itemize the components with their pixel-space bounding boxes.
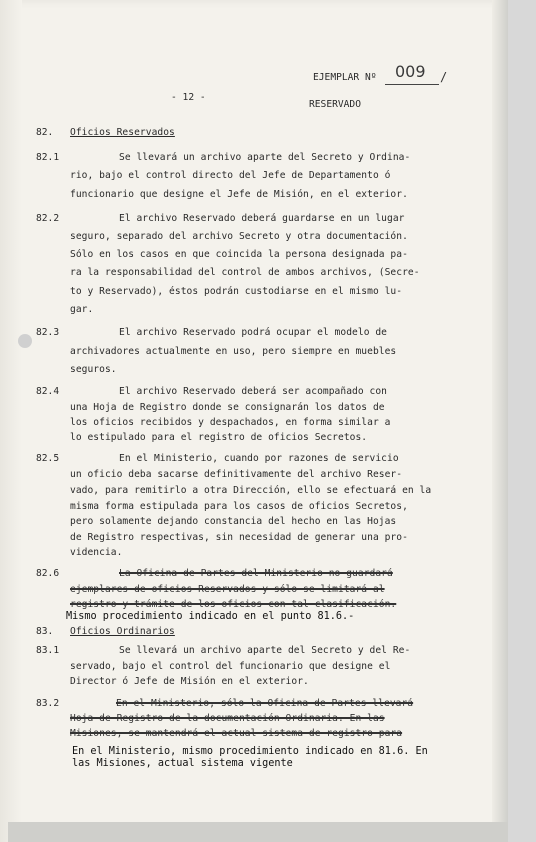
paragraph-line: servado, bajo el control del funcionario que designe el bbox=[70, 661, 391, 672]
paragraph-number: 83.1 bbox=[36, 645, 60, 656]
paragraph-number: 83.2 bbox=[36, 698, 60, 709]
paragraph-line: misma forma estipulada para los casos de oficios Secretos, bbox=[70, 501, 408, 512]
paragraph-number: 82.5 bbox=[36, 453, 60, 464]
page-left-edge bbox=[0, 0, 22, 842]
paragraph-line: El archivo Reservado deberá guardarse en un lugar bbox=[119, 213, 405, 224]
paragraph-number: 82.4 bbox=[36, 386, 60, 397]
ejemplar-underline bbox=[385, 84, 439, 85]
section-number: 82. bbox=[36, 127, 54, 138]
paragraph-line: ra la responsabilidad del control de ambos archivos, (Secre- bbox=[70, 267, 420, 278]
paragraph-line: to y Reservado), éstos podrán custodiarse en el mismo lu- bbox=[70, 286, 403, 297]
struck-line: registro y trámite de los oficios con tal clasificación. bbox=[70, 599, 397, 610]
paragraph-line: Se llevará un archivo aparte del Secreto y Ordina- bbox=[119, 152, 411, 163]
struck-line: Misiones, se mantendrá el actual sistema de registro para bbox=[70, 728, 403, 739]
paragraph-line: vado, para remitirlo a otra Dirección, ello se efectuará en la bbox=[70, 485, 432, 496]
paragraph-number: 82.6 bbox=[36, 568, 60, 579]
paragraph-line: archivadores actualmente en uso, pero siempre en muebles bbox=[70, 346, 397, 357]
struck-line: ejemplares de oficios Reservados y sólo se limitará al bbox=[70, 584, 385, 595]
scan-bottom-band bbox=[8, 822, 508, 842]
paragraph-line: funcionario que designe el Jefe de Misión, en el exterior. bbox=[70, 189, 408, 200]
struck-line: Hoja de Registro de la documentación Ordinaria. En las bbox=[70, 713, 385, 724]
paragraph-line: los oficios recibidos y despachados, en forma similar a bbox=[70, 417, 391, 428]
paragraph-line: rio, bajo el control directo del Jefe de Departamento ó bbox=[70, 170, 391, 181]
paragraph-line: lo estipulado para el registro de oficios Secretos. bbox=[70, 432, 368, 443]
paragraph-number: 82.2 bbox=[36, 213, 60, 224]
paragraph-line: una Hoja de Registro donde se consignarán los datos de bbox=[70, 402, 385, 413]
classification-label: RESERVADO bbox=[309, 99, 361, 110]
punch-hole bbox=[18, 334, 32, 348]
paragraph-line: El archivo Reservado podrá ocupar el modelo de bbox=[119, 327, 387, 338]
paragraph-number: 82.1 bbox=[36, 152, 60, 163]
paragraph-line: El archivo Reservado deberá ser acompañado con bbox=[119, 386, 387, 397]
replacement-text: Mismo procedimiento indicado en el punto 81.6.- bbox=[66, 611, 355, 622]
paragraph-line: seguro, separado del archivo Secreto y otra documentación. bbox=[70, 231, 408, 242]
section-title: Oficios Reservados bbox=[70, 127, 175, 138]
paragraph-number: 82.3 bbox=[36, 327, 60, 338]
paragraph-line: Se llevará un archivo aparte del Secreto y del Re- bbox=[119, 645, 411, 656]
paragraph-line: pero solamente dejando constancia del hecho en las Hojas bbox=[70, 516, 397, 527]
section-title: Oficios Ordinarios bbox=[70, 626, 175, 637]
paragraph-line: gar. bbox=[70, 304, 94, 315]
paragraph-line: Director ó Jefe de Misión en el exterior. bbox=[70, 676, 309, 687]
ejemplar-slash: / bbox=[440, 70, 448, 84]
replacement-text: las Misiones, actual sistema vigente bbox=[72, 758, 293, 769]
paragraph-line: de Registro respectivas, sin necesidad de generar una pro- bbox=[70, 532, 408, 543]
ejemplar-label: EJEMPLAR Nº bbox=[313, 72, 377, 83]
paragraph-line: videncia. bbox=[70, 547, 123, 558]
replacement-text: En el Ministerio, mismo procedimiento indicado en 81.6. En bbox=[72, 746, 428, 757]
struck-line: La Oficina de Partes del Ministerio no guardará bbox=[119, 568, 393, 579]
paragraph-line: Sólo en los casos en que coincida la persona designada pa- bbox=[70, 249, 408, 260]
ejemplar-number: 009 bbox=[395, 62, 426, 81]
page-number: - 12 - bbox=[171, 92, 206, 103]
paragraph-line: seguros. bbox=[70, 364, 117, 375]
paragraph-line: un oficio deba sacarse definitivamente del archivo Reser- bbox=[70, 469, 403, 480]
page-right-edge bbox=[492, 0, 508, 842]
paragraph-line: En el Ministerio, cuando por razones de servicio bbox=[119, 453, 399, 464]
struck-line: En el Ministerio, sólo la Oficina de Partes llevará bbox=[116, 698, 414, 709]
section-number: 83. bbox=[36, 626, 54, 637]
